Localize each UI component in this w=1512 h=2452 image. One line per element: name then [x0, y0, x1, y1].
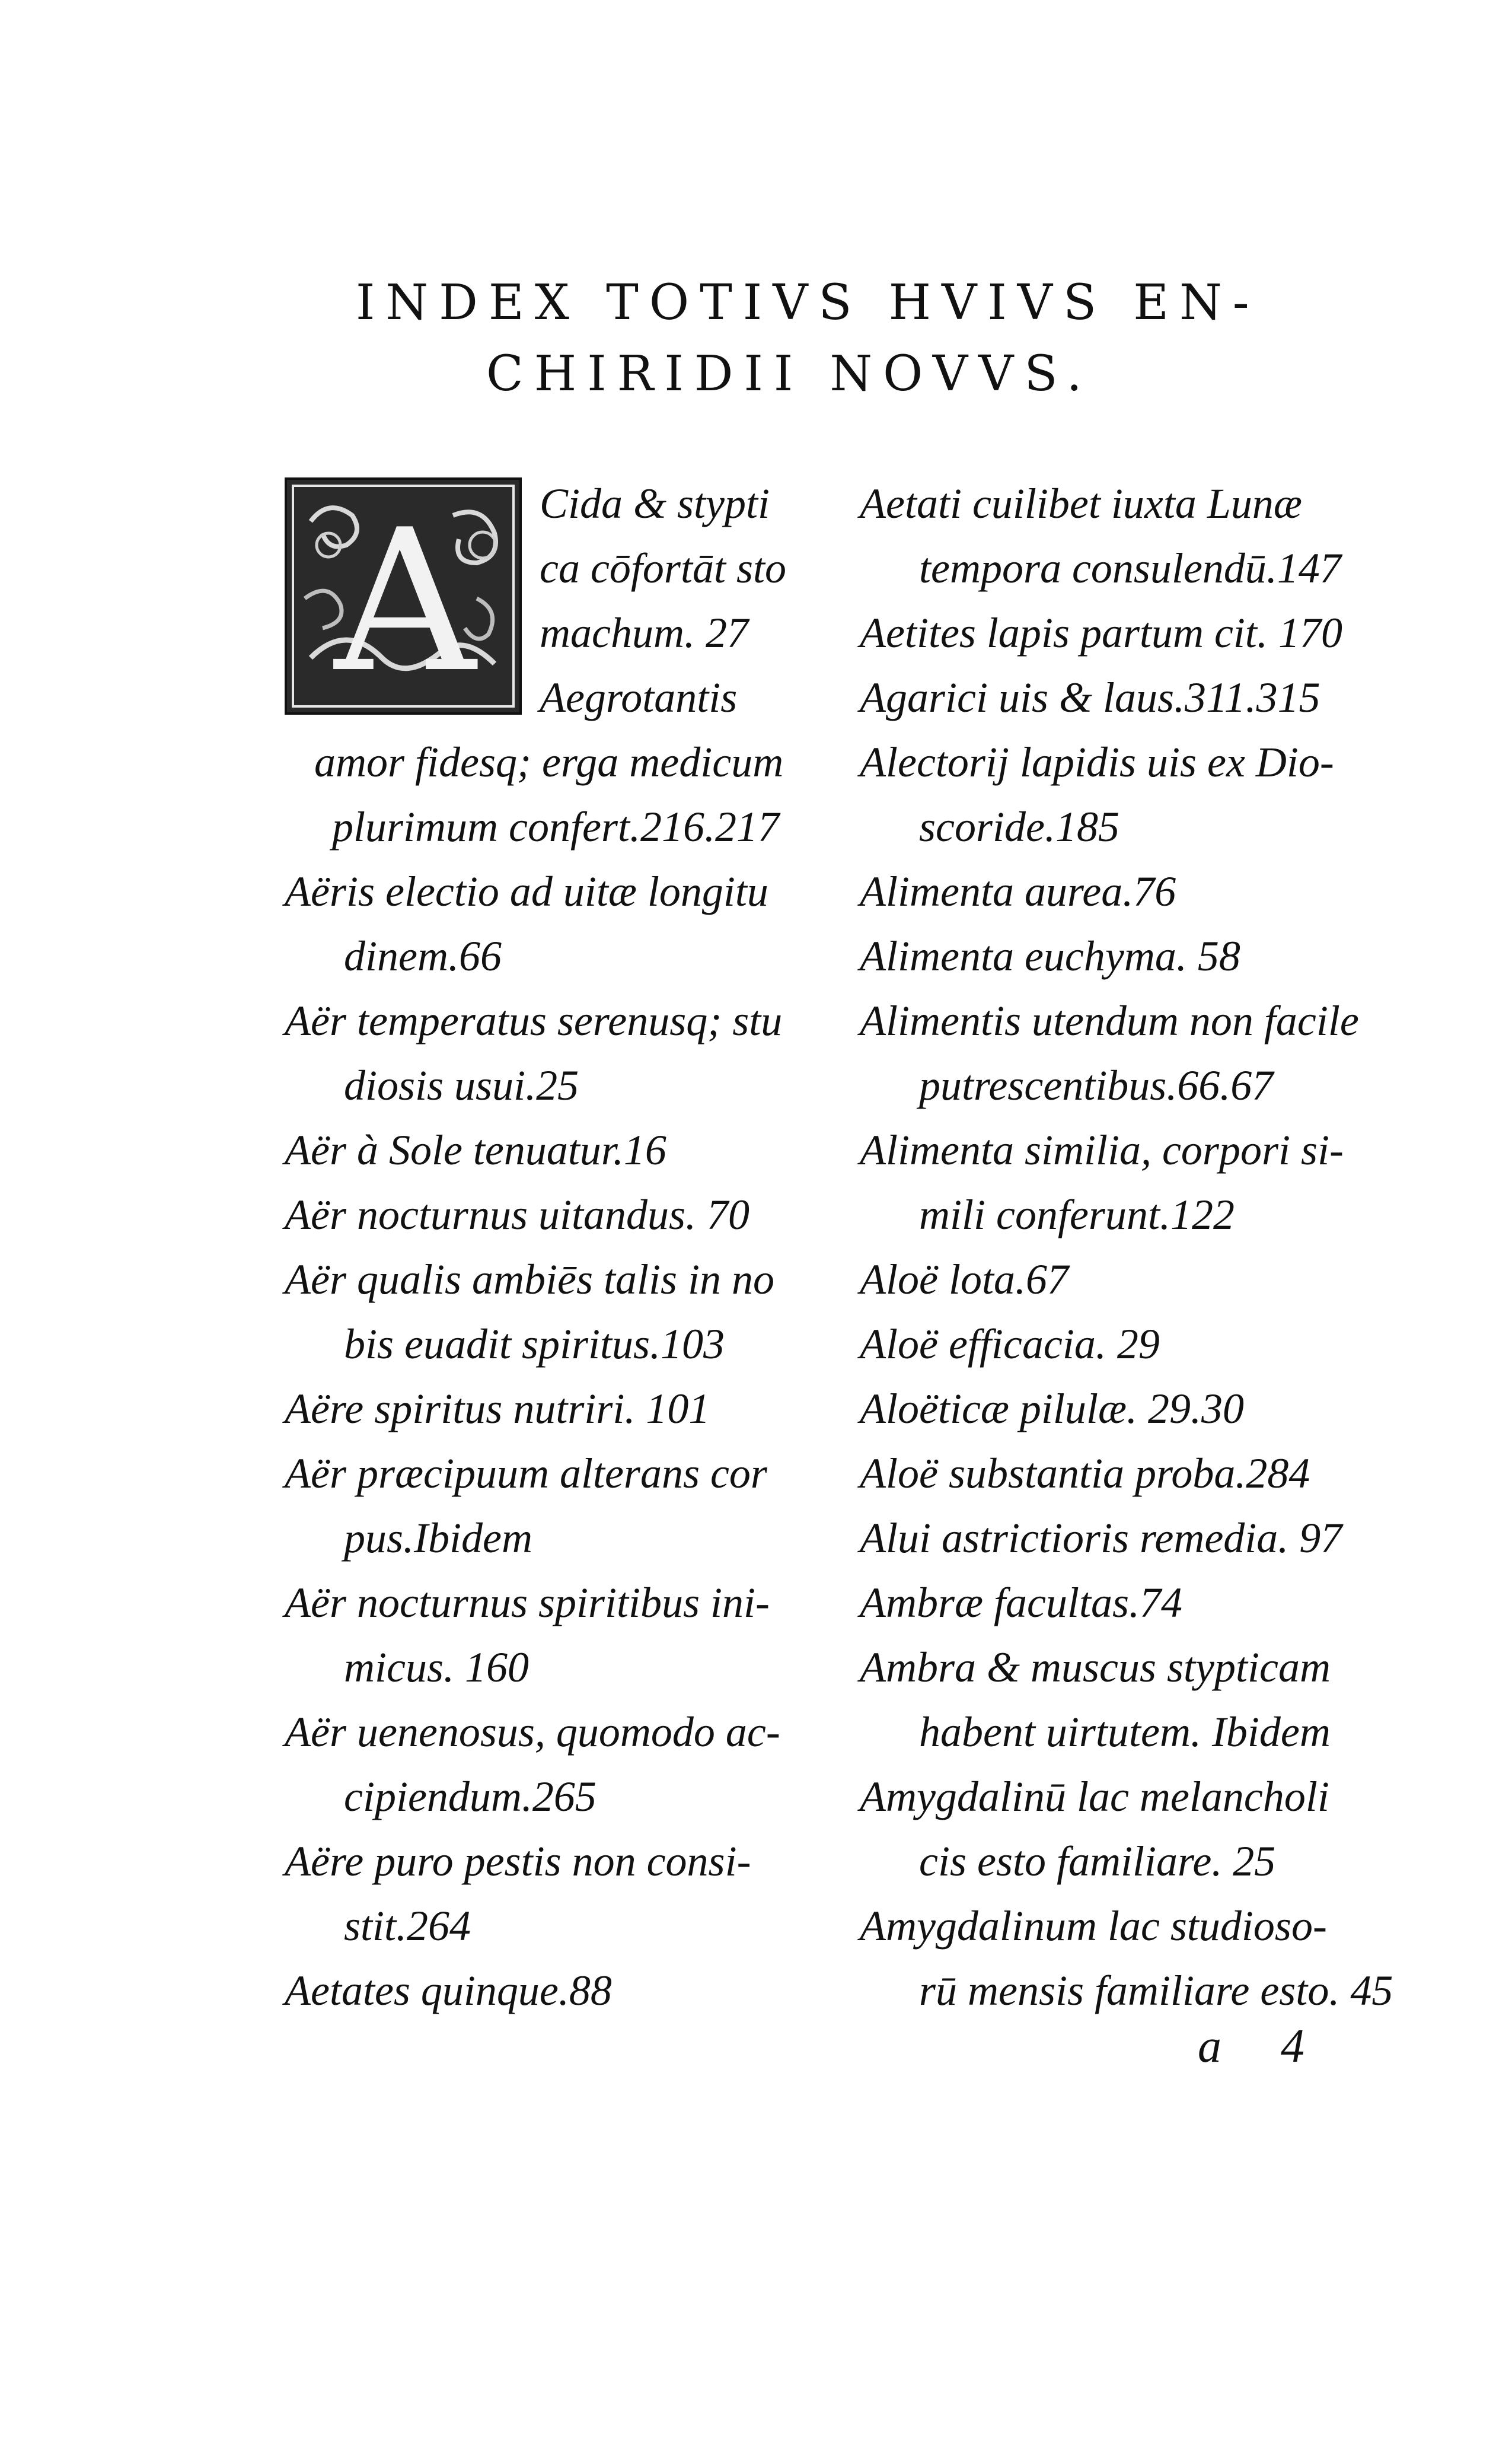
- index-entry: [860, 1894, 1393, 2023]
- index-entry: [285, 1571, 818, 1700]
- index-entry-continuation: cis esto familiare. 25: [919, 1838, 1276, 1885]
- index-entry: [860, 730, 1393, 859]
- first-entry: [285, 472, 818, 730]
- first-entry-line: ca cōfortāt sto: [540, 544, 786, 592]
- index-entry-text: Aër temperatus serenusq; stu: [285, 997, 783, 1045]
- index-entry: [860, 1441, 1393, 1506]
- index-entry-text: Aëre puro pestis non consi-: [285, 1838, 751, 1885]
- index-entry: [860, 665, 1393, 730]
- index-entry-text: Aër præcipuum alterans cor: [285, 1450, 767, 1497]
- right-entry-list: [860, 472, 1393, 2023]
- index-entry-continuation: rū mensis familiare esto. 45: [919, 1967, 1393, 2014]
- index-entry: [860, 601, 1393, 665]
- index-entry-text: Alimenta similia, corpori si-: [860, 1126, 1344, 1174]
- left-entry-list: [285, 859, 818, 2023]
- index-entry: [285, 1829, 818, 1959]
- index-entry: [860, 1247, 1393, 1312]
- index-column-left: [285, 472, 818, 2023]
- index-entry: [285, 1700, 818, 1829]
- first-entry-line: machum. 27: [540, 609, 748, 657]
- index-entry-text: Alimentis utendum non facile: [860, 997, 1359, 1045]
- index-entry: [285, 1247, 818, 1377]
- index-entry-text: Amygdalinum lac studioso-: [860, 1902, 1327, 1950]
- index-entry: [860, 989, 1393, 1118]
- first-entry-lines: [540, 472, 786, 730]
- index-entry-text: Aër uenenosus, quomodo ac-: [285, 1708, 780, 1756]
- index-entry-text: Amygdalinū lac melancholi: [860, 1773, 1329, 1820]
- index-entry: [860, 472, 1393, 601]
- initial-letter: A: [334, 488, 476, 715]
- index-column-right: [860, 472, 1393, 2023]
- index-entry: [860, 924, 1393, 989]
- first-entry-continuation: [285, 730, 818, 859]
- index-entry-continuation: stit.264: [344, 1902, 471, 1950]
- title-line-1: INDEX TOTIVS HVIVS EN-: [356, 275, 1260, 331]
- first-entry-continuation-line: amor fidesq; erga medicum: [314, 738, 784, 786]
- index-entry-text: Agarici uis & laus.311.315: [860, 674, 1320, 721]
- index-entry-continuation: pus.Ibidem: [344, 1514, 532, 1562]
- index-entry-text: Aetites lapis partum cit. 170: [860, 609, 1342, 657]
- index-entry: [860, 1635, 1393, 1765]
- index-entry-text: Ambra & muscus stypticam: [860, 1644, 1331, 1691]
- index-entry-continuation: mili conferunt.122: [919, 1191, 1235, 1238]
- index-entry: [860, 1118, 1393, 1247]
- index-entry: [860, 1377, 1393, 1441]
- index-entry: [285, 1959, 818, 2023]
- index-entry-text: Aër nocturnus uitandus. 70: [285, 1191, 749, 1238]
- index-entry-continuation: putrescentibus.66.67: [919, 1062, 1274, 1109]
- index-entry: [285, 1118, 818, 1183]
- index-entry-continuation: scoride.185: [919, 803, 1119, 851]
- index-entry: [860, 1571, 1393, 1635]
- index-entry-continuation: dinem.66: [344, 932, 502, 980]
- index-entry-text: Aloë substantia proba.284: [860, 1450, 1310, 1497]
- index-entry-continuation: micus. 160: [344, 1644, 529, 1691]
- index-entry-text: Aloë lota.67: [860, 1256, 1068, 1303]
- index-entry-text: Aloëticæ pilulæ. 29.30: [860, 1385, 1244, 1432]
- index-entry-text: Alimenta euchyma. 58: [860, 932, 1240, 980]
- title-line-2: CHIRIDII NOVVS.: [486, 346, 1093, 402]
- index-entry: [860, 1312, 1393, 1377]
- index-entry-text: Alui astrictioris remedia. 97: [860, 1514, 1342, 1562]
- index-entry: [285, 989, 818, 1118]
- index-entry-text: Alectorij lapidis uis ex Dio-: [860, 738, 1334, 786]
- first-entry-line: Cida & stypti: [540, 480, 770, 527]
- index-entry-text: Aëre spiritus nutriri. 101: [285, 1385, 710, 1432]
- index-entry: [860, 1506, 1393, 1571]
- index-entry-text: Aëris electio ad uitæ longitu: [285, 868, 768, 915]
- index-entry-text: Aloë efficacia. 29: [860, 1320, 1160, 1368]
- index-entry-text: Aetati cuilibet iuxta Lunæ: [860, 480, 1302, 527]
- index-entry: [285, 1183, 818, 1247]
- first-entry-continuation-line: plurimum confert.216.217: [332, 803, 779, 851]
- index-entry: [860, 1765, 1393, 1894]
- decorated-initial-letter: [285, 477, 522, 715]
- index-entry-text: Aër qualis ambiēs talis in no: [285, 1256, 774, 1303]
- index-entry-continuation: diosis usui.25: [344, 1062, 579, 1109]
- first-entry-line: Aegrotantis: [540, 674, 738, 721]
- index-entry-continuation: tempora consulendū.147: [919, 544, 1341, 592]
- signature-mark: a 4: [1198, 2020, 1328, 2072]
- index-entry: [860, 859, 1393, 924]
- index-entry: [285, 859, 818, 989]
- index-entry-continuation: bis euadit spiritus.103: [344, 1320, 725, 1368]
- index-entry-text: Aër à Sole tenuatur.16: [285, 1126, 666, 1174]
- index-entry: [285, 1377, 818, 1441]
- index-entry-text: Aetates quinque.88: [285, 1967, 612, 2014]
- index-entry-continuation: habent uirtutem. Ibidem: [919, 1708, 1331, 1756]
- index-entry-text: Ambræ facultas.74: [860, 1579, 1183, 1626]
- index-entry-text: Alimenta aurea.76: [860, 868, 1176, 915]
- index-entry-text: Aër nocturnus spiritibus ini-: [285, 1579, 770, 1626]
- index-entry-continuation: cipiendum.265: [344, 1773, 596, 1820]
- index-entry: [285, 1441, 818, 1571]
